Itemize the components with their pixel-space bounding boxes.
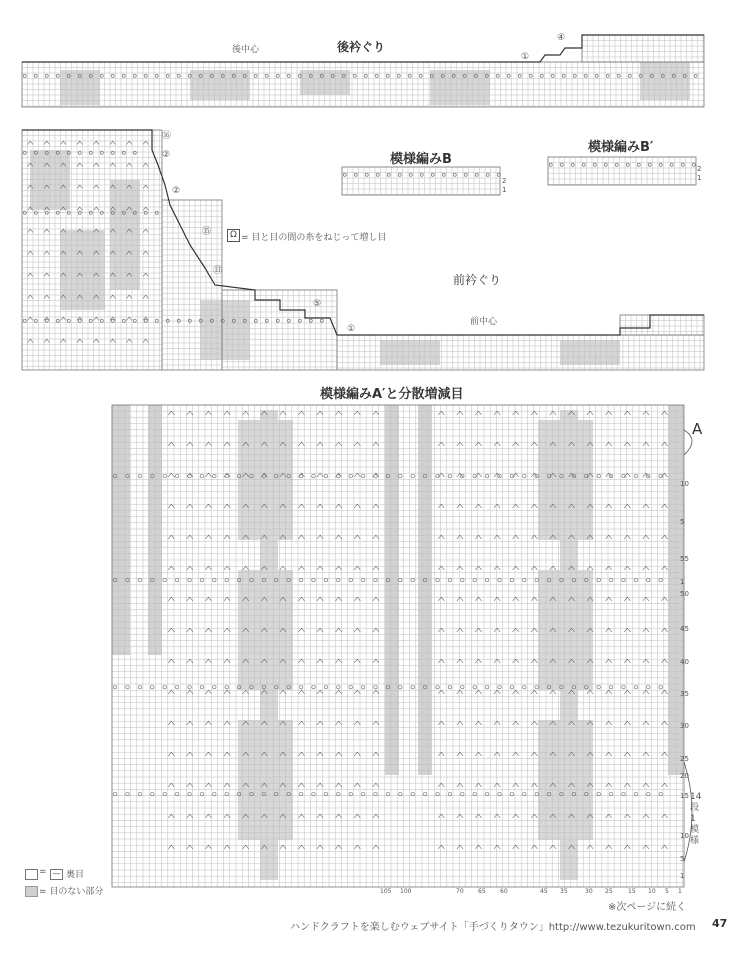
stitch-number: 1	[678, 888, 682, 895]
front-center-label: 前中心	[470, 317, 498, 327]
pattern-b-title: 模様編みB	[390, 152, 452, 167]
pattern-b-eyelets	[343, 173, 500, 176]
row-number: 35	[680, 690, 689, 698]
legend-purl-box: —	[50, 869, 63, 880]
back-center-label: 後中心	[232, 45, 260, 55]
continue-note: ※次ページに続く	[608, 902, 687, 913]
legend-knit-box	[25, 869, 38, 880]
stitch-number: 25	[605, 888, 613, 895]
footer-text: ハンドクラフトを楽しむウェブサイト「手づくりタウン」http://www.tezukuritown.com	[290, 922, 696, 933]
stitch-number: 65	[478, 888, 486, 895]
front-shade-0	[30, 150, 70, 210]
pattern-b-prime-row-1: 1	[697, 174, 702, 182]
legend-purl-label: 裏目	[66, 870, 85, 880]
front-shade-2	[110, 180, 140, 290]
left-marker-2b: ②	[172, 186, 181, 196]
pattern-a-gap-0	[112, 405, 130, 655]
row-number: 45	[680, 625, 689, 633]
back-shade-2	[300, 70, 350, 95]
pattern-b-row-1: 1	[502, 186, 507, 194]
row-number: 20	[680, 772, 689, 780]
legend-no-stitch-box	[25, 886, 38, 897]
stitch-number: 100	[400, 888, 412, 895]
front-neck-title: 前衿ぐり	[453, 273, 502, 287]
pattern-a-brace-top	[684, 430, 692, 455]
front-neck-grid	[337, 335, 704, 370]
twist-note: = 目と目の間の糸をねじって増し目	[241, 233, 387, 243]
front-shade-4	[380, 340, 440, 365]
legend-knit-equals: =	[39, 867, 47, 877]
pattern-b-grid	[342, 167, 500, 195]
pattern-b-prime-eyelets	[549, 163, 695, 166]
stitch-number: 105	[380, 888, 392, 895]
legend-no-stitch-label: = 目のない部分	[39, 887, 104, 897]
bracket-label: 14段1模様	[690, 792, 702, 846]
pattern-a-gap-1	[148, 405, 162, 655]
pattern-a-stem-shade-5	[560, 410, 578, 880]
left-marker-1: ①	[347, 324, 356, 334]
back-neck-title: 後衿ぐり	[337, 40, 386, 54]
row-number: 15	[680, 792, 689, 800]
pattern-b-row-2: 2	[502, 177, 507, 185]
row-number: 40	[680, 658, 689, 666]
pattern-a-title: 模様編みA′と分散増減目	[320, 387, 464, 402]
row-number: 50	[680, 590, 689, 598]
stitch-number: 5	[665, 888, 669, 895]
back-marker-1: ①	[521, 52, 530, 62]
stitch-number: 45	[540, 888, 548, 895]
pattern-a-gap-2	[385, 405, 399, 775]
back-marker-4: ④	[557, 33, 566, 43]
row-number: 10	[680, 480, 689, 488]
left-marker-2a: ②	[162, 150, 171, 160]
pattern-a-stem-shade-4	[260, 410, 278, 880]
row-number: 55	[680, 555, 689, 563]
row-number: 5	[680, 855, 685, 863]
row-number: 30	[680, 722, 689, 730]
front-right-step-grid	[620, 315, 704, 335]
stitch-number: 30	[585, 888, 593, 895]
row-number: 10	[680, 832, 689, 840]
stitch-number: 35	[560, 888, 568, 895]
pattern-b-prime-row-2: 2	[697, 165, 702, 173]
pattern-b-prime-grid	[548, 157, 696, 185]
row-number: 1	[680, 578, 685, 586]
page-number: 47	[712, 917, 728, 930]
row-number: 5	[680, 518, 685, 526]
left-marker-5: ⑤	[313, 299, 322, 309]
left-marker-13: ⑬	[213, 266, 223, 276]
row-number: 1	[680, 872, 685, 880]
left-marker-15: ⑮	[202, 227, 212, 237]
pattern-b-prime-title: 模様編みB′	[588, 140, 654, 155]
row-number: 25	[680, 755, 689, 763]
back-shade-3	[430, 70, 490, 105]
pattern-a-side-label: A	[692, 420, 703, 438]
pattern-a-gap-3	[418, 405, 432, 775]
left-marker-16: ⑯	[162, 131, 172, 141]
stitch-number: 15	[628, 888, 636, 895]
front-shade-3	[200, 300, 250, 360]
stitch-number: 10	[648, 888, 656, 895]
twist-symbol-icon: Ω	[227, 229, 240, 242]
stitch-number: 70	[456, 888, 464, 895]
stitch-number: 60	[500, 888, 508, 895]
